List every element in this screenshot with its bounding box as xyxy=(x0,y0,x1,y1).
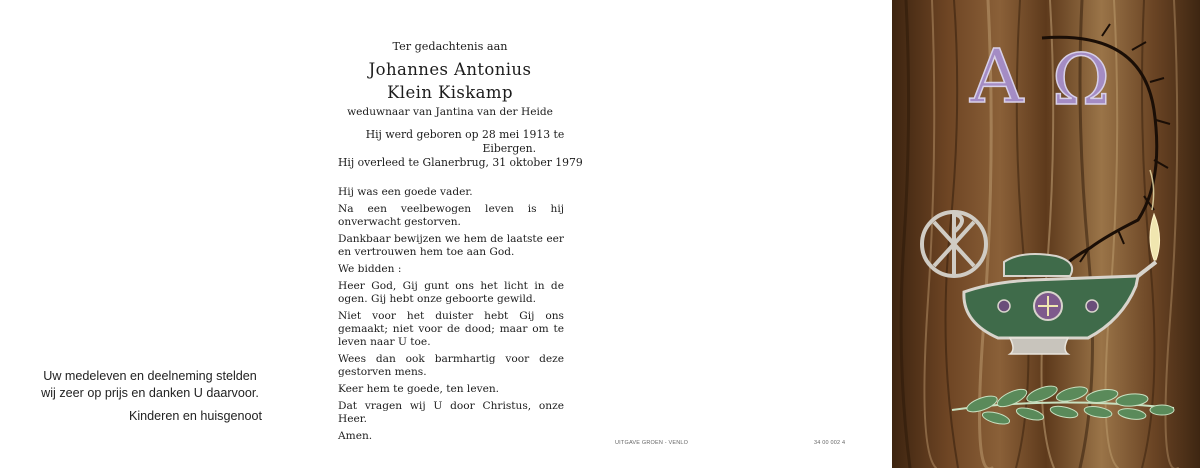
paragraph: Hij was een goede vader. xyxy=(338,186,473,198)
thanks-block xyxy=(0,368,300,425)
lamp-illustration xyxy=(892,0,1200,468)
alpha-letter: Α xyxy=(970,34,1024,120)
birth-line-1: Hij werd geboren op 28 mei 1913 te xyxy=(365,128,565,141)
paragraph: Dat vragen wij U door Christus, onze Heer. xyxy=(338,400,564,425)
lamp-jewel-left xyxy=(998,300,1010,312)
deceased-name-line-2: Klein Kiskamp xyxy=(387,83,513,102)
paragraph: We bidden : xyxy=(338,263,402,275)
paragraph: Amen. xyxy=(338,430,373,442)
omega-letter: Ω xyxy=(1052,39,1111,121)
print-code: 34 00 002 4 xyxy=(814,440,846,446)
thanks-line-1: Uw medeleven en deelneming stelden xyxy=(43,369,257,383)
paragraph: Dankbaar bewijzen we hem de laatste eer en vertrouwen hem toe aan God. xyxy=(338,233,564,258)
left-panel xyxy=(0,0,300,468)
prayer-text xyxy=(338,186,564,447)
memorial-text-panel xyxy=(300,0,600,468)
paragraph: Keer hem te goede, ten leven. xyxy=(338,383,500,395)
widower-line: weduwnaar van Jantina van der Heide xyxy=(347,106,553,118)
devotional-picture xyxy=(892,0,1200,468)
publisher-imprint: UITGAVE GROEN - VENLO xyxy=(615,440,689,446)
paragraph: Wees dan ook barmhartig voor deze gestorven mens. xyxy=(338,353,564,378)
paragraph: Niet voor het duister hebt Gij ons gemaakt; niet voor de dood; maar om te leven naar U toe. xyxy=(338,310,564,348)
deceased-name-line-1: Johannes Antonius xyxy=(368,60,532,79)
thanks-line-2: wij zeer op prijs en danken U daarvoor. xyxy=(41,386,259,400)
death-line: Hij overleed te Glanerbrug, 31 oktober 1979 xyxy=(338,156,583,169)
paragraph: Na een veelbewogen leven is hij onverwacht gestorven. xyxy=(338,203,564,228)
blank-panel xyxy=(600,0,892,468)
paragraph: Heer God, Gij gunt ons het licht in de ogen. Gij hebt onze geboorte gewild. xyxy=(338,280,564,305)
signature: Kinderen en huisgenoot xyxy=(128,409,262,423)
birth-line-2: Eibergen. xyxy=(482,142,536,155)
intro-line: Ter gedachtenis aan xyxy=(392,40,508,53)
lamp-jewel-right xyxy=(1086,300,1098,312)
